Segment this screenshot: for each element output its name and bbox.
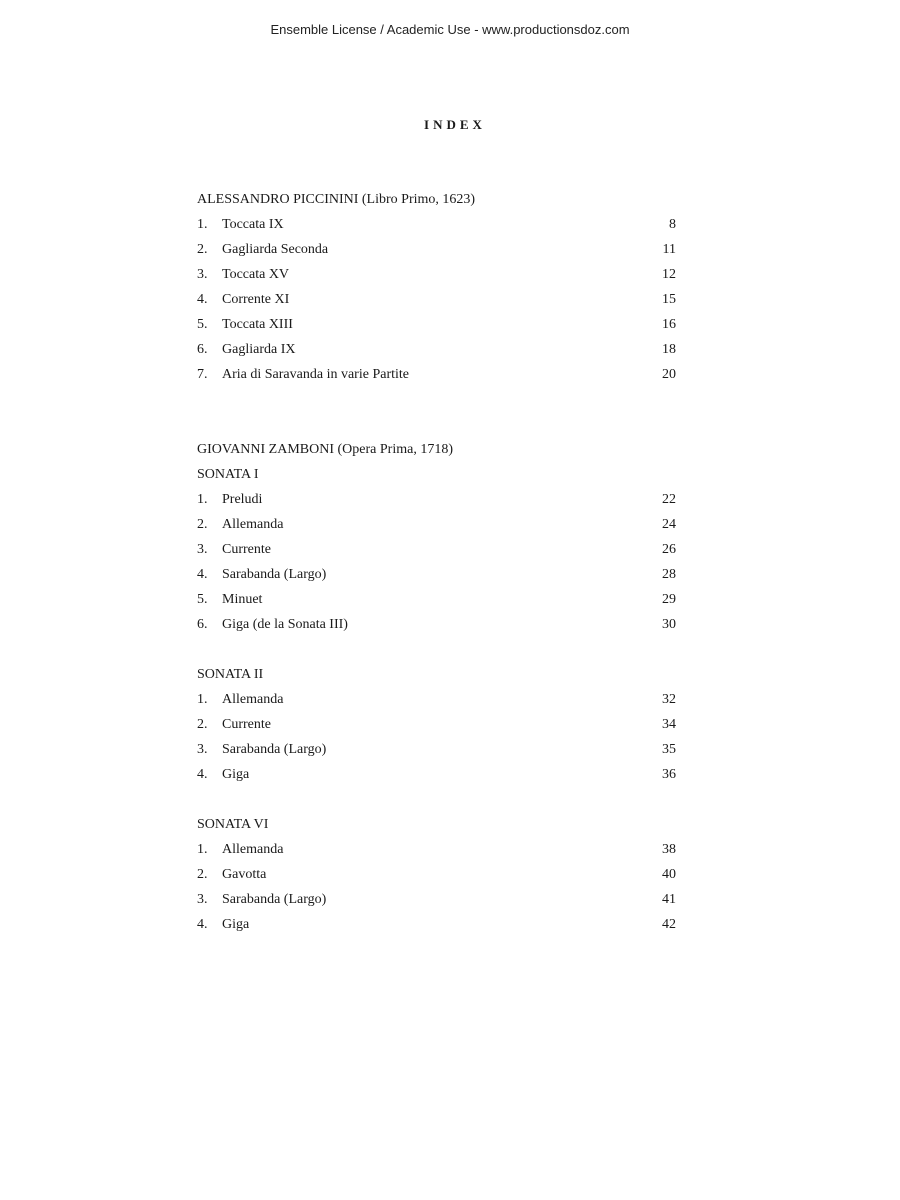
list-item [0,540,900,560]
item-page: 30 [662,617,676,632]
item-page: 38 [662,842,676,857]
sonata-heading: SONATA II [197,667,264,682]
item-title: Giga [222,917,250,932]
item-page: 8 [669,217,676,232]
list-item [0,615,900,635]
list-item [0,240,900,260]
list-item [0,865,900,885]
list-item [0,715,900,735]
item-page: 42 [662,917,676,932]
item-number: 5. [197,592,208,607]
item-number: 2. [197,242,208,257]
item-title: Currente [222,542,271,557]
list-item [0,840,900,860]
item-title: Currente [222,717,271,732]
item-number: 1. [197,692,208,707]
item-title: Toccata XIII [222,317,293,332]
item-title: Minuet [222,592,263,607]
item-title: Sarabanda (Largo) [222,892,327,907]
item-page: 18 [662,342,676,357]
item-page: 11 [662,242,676,257]
list-item [0,340,900,360]
item-title: Allemanda [222,842,284,857]
item-title: Giga (de la Sonata III) [222,617,348,632]
list-item [0,690,900,710]
item-number: 6. [197,342,208,357]
item-number: 4. [197,917,208,932]
item-number: 4. [197,292,208,307]
item-page: 24 [662,517,676,532]
item-number: 4. [197,567,208,582]
item-page: 20 [662,367,676,382]
list-item [0,215,900,235]
item-title: Gavotta [222,867,267,882]
item-number: 5. [197,317,208,332]
item-number: 1. [197,217,208,232]
sonata-heading: SONATA I [197,467,259,482]
item-number: 2. [197,517,208,532]
list-item [0,590,900,610]
list-item [0,365,900,385]
item-page: 36 [662,767,676,782]
item-page: 16 [662,317,676,332]
page-title: INDEX [424,117,486,132]
list-item [0,290,900,310]
item-title: Corrente XI [222,292,290,307]
license-header: Ensemble License / Academic Use - www.productionsdoz.com [270,22,630,37]
item-title: Aria di Saravanda in varie Partite [222,367,409,382]
item-number: 7. [197,367,208,382]
composer-heading: GIOVANNI ZAMBONI (Opera Prima, 1718) [197,442,453,457]
item-number: 3. [197,892,208,907]
composer-heading: ALESSANDRO PICCININI (Libro Primo, 1623) [197,192,476,207]
item-page: 35 [662,742,676,757]
item-number: 3. [197,742,208,757]
item-number: 2. [197,717,208,732]
item-title: Sarabanda (Largo) [222,567,327,582]
item-title: Sarabanda (Largo) [222,742,327,757]
item-number: 6. [197,617,208,632]
sonata-heading: SONATA VI [197,817,269,832]
item-page: 26 [662,542,676,557]
list-item [0,490,900,510]
item-page: 34 [662,717,676,732]
item-number: 1. [197,492,208,507]
item-title: Gagliarda Seconda [222,242,329,257]
item-page: 28 [662,567,676,582]
item-page: 32 [662,692,676,707]
item-number: 2. [197,867,208,882]
list-item [0,915,900,935]
item-number: 3. [197,542,208,557]
item-number: 3. [197,267,208,282]
item-page: 41 [662,892,676,907]
list-item [0,265,900,285]
item-page: 15 [662,292,676,307]
item-number: 1. [197,842,208,857]
list-item [0,740,900,760]
list-item [0,765,900,785]
item-number: 4. [197,767,208,782]
item-title: Toccata XV [222,267,290,282]
list-item [0,515,900,535]
item-title: Gagliarda IX [222,342,296,357]
item-page: 40 [662,867,676,882]
item-page: 29 [662,592,676,607]
item-title: Allemanda [222,692,284,707]
item-title: Allemanda [222,517,284,532]
list-item [0,890,900,910]
list-item [0,565,900,585]
item-page: 22 [662,492,676,507]
item-page: 12 [662,267,676,282]
item-title: Preludi [222,492,263,507]
item-title: Giga [222,767,250,782]
item-title: Toccata IX [222,217,284,232]
list-item [0,315,900,335]
